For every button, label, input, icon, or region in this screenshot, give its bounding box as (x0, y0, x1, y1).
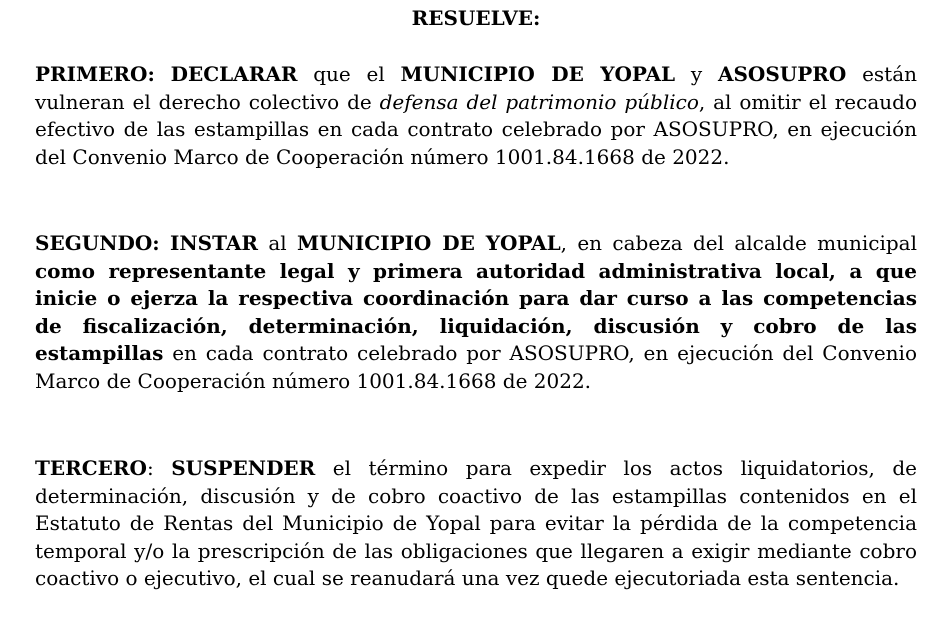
entity-name: MUNICIPIO DE YOPAL (297, 231, 561, 255)
entity-name: ASOSUPRO (717, 62, 847, 86)
text: al (258, 231, 297, 255)
ordinal-label: PRIMERO: (35, 62, 155, 86)
verb: SUSPENDER (171, 456, 316, 480)
section-heading: RESUELVE: (411, 6, 541, 30)
ordinal-label: SEGUNDO: (35, 231, 160, 255)
text: en cada contrato celebrado por ASOSUPRO, en ejecución del Convenio Marco de Cooperación número 1001.84.1668 de 2022. (35, 341, 917, 393)
text: están vulneran el derecho colectivo de (35, 62, 918, 114)
right-name: defensa del patrimonio público (379, 89, 699, 114)
paragraph-segundo (35, 230, 917, 396)
paragraph-primero (35, 61, 917, 171)
text: que el (297, 62, 401, 86)
ordinal-label: TERCERO (35, 456, 147, 480)
verb: DECLARAR (170, 62, 298, 86)
separator: : (146, 456, 172, 480)
text: el término para expedir los actos liquidatorios, de determinación, discusión y de cobro coactivo de las estampillas contenidos en el Estatuto de Rentas del Municipio de Yopal para evitar la pérdida de la competencia temporal y/o la prescripción de las obligaciones que llegaren a exigir mediante cobro coactivo o ejecutivo, el cual se reanudará una vez quede ejecutoriada esta sentencia. (35, 456, 917, 591)
order-text: como representante legal y primera autoridad administrativa local, a que inicie o ejerza la respectiva coordinación para dar curso a las competencias de fiscalización, determinación, liquidación, discusión y cobro de las estampillas (35, 258, 917, 366)
text: , al omitir el recaudo efectivo de las estampillas en cada contrato celebrado por ASOSUPRO, en ejecución del Convenio Marco de Cooperación número 1001.84.1668 de 2022. (35, 89, 917, 169)
verb: INSTAR (169, 231, 258, 255)
text: y (675, 62, 718, 86)
text: , en cabeza del alcalde municipal (560, 231, 918, 255)
paragraph-tercero (35, 455, 917, 593)
entity-name: MUNICIPIO DE YOPAL (400, 62, 676, 86)
